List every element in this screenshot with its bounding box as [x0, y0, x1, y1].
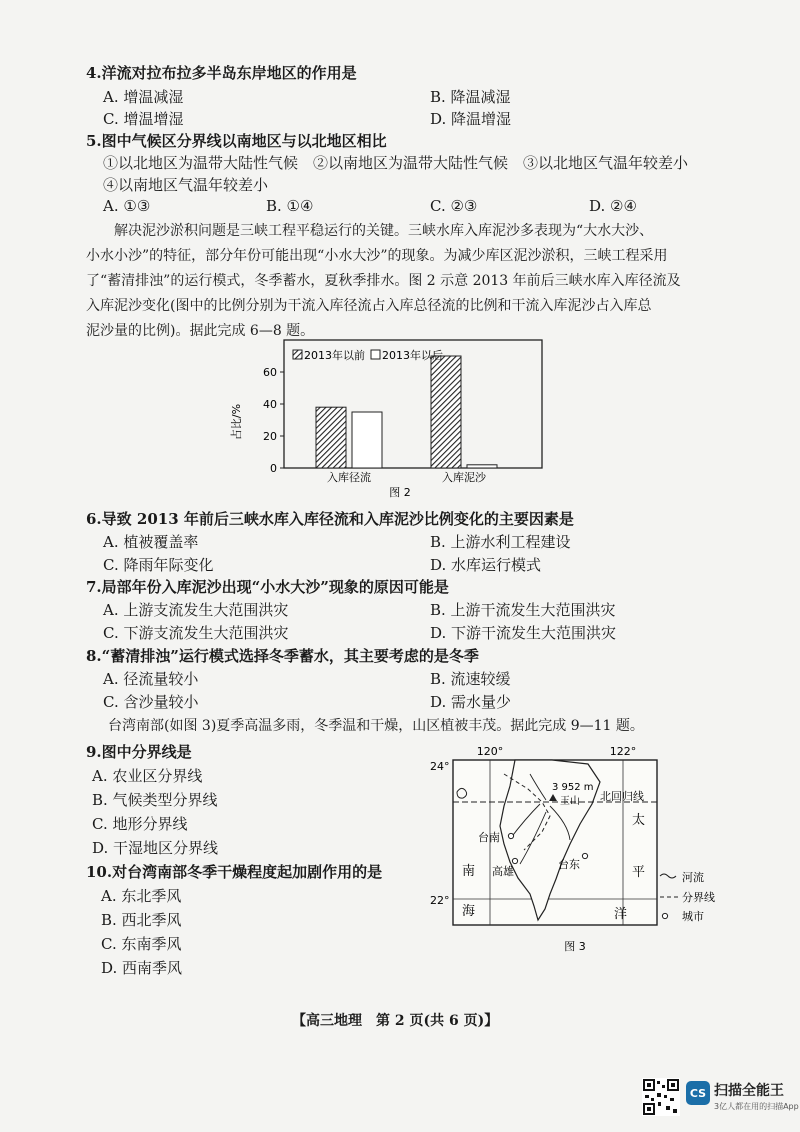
legend-label-after: 2013年以后 [382, 349, 443, 362]
q8-option-c: C. 含沙量较小 [103, 693, 199, 711]
legend-city-label: 城市 [682, 910, 704, 923]
q10-option-b: B. 西北季风 [101, 911, 182, 929]
legend-label-before: 2013年以前 [304, 349, 365, 362]
peak-elevation: 3 952 m [552, 782, 594, 793]
q6-option-b: B. 上游水利工程建设 [430, 533, 571, 551]
q7-option-a: A. 上游支流发生大范围洪灾 [103, 601, 289, 619]
q4-option-c: C. 增温增湿 [103, 110, 184, 128]
latitude-22: 22° [430, 894, 450, 907]
passage-sediment [86, 219, 726, 344]
tropic-label: 北回归线 [600, 790, 644, 803]
bar-before-2013-sediment [431, 356, 461, 468]
ocean-label-pacific: 洋 [614, 907, 628, 922]
q5-option-d: D. ②④ [589, 197, 637, 215]
passage-line: 解决泥沙淤积问题是三峡工程平稳运行的关键。三峡水库入库泥沙多表现为“大水大沙、 [86, 223, 654, 239]
figure-3-caption: 图 3 [564, 940, 586, 953]
q5-option-b: B. ①④ [266, 197, 314, 215]
legend-swatch-after [371, 350, 380, 359]
qr-code-icon [642, 1078, 680, 1116]
q5-statement-line2: ④以南地区气温年较差小 [103, 176, 269, 194]
q5-stem: 5.图中气候区分界线以南地区与以北地区相比 [86, 132, 387, 150]
q4-option-a: A. 增温减湿 [103, 88, 184, 106]
city-label-kaohsiung: 高雄 [492, 865, 514, 878]
city-dot-tainan [508, 833, 513, 838]
x-category-label: 入库泥沙 [442, 471, 486, 484]
q10-option-a: A. 东北季风 [101, 887, 182, 905]
city-dot-taitung [582, 853, 587, 858]
figure-caption: 图 2 [389, 486, 411, 499]
longitude-120: 120° [476, 745, 504, 758]
scanner-app-name: 扫描全能王 [714, 1083, 784, 1099]
q8-stem: 8.“蓄清排浊”运行模式选择冬季蓄水，其主要考虑的是冬季 [86, 647, 479, 665]
y-tick-label: 0 [270, 462, 277, 475]
q9-option-a: A. 农业区分界线 [92, 767, 203, 785]
figure-2-bar-chart [230, 334, 560, 504]
passage-line: 泥沙量的比例)。据此完成 6—8 题。 [86, 323, 315, 339]
q6-option-a: A. 植被覆盖率 [103, 533, 199, 551]
q7-stem: 7.局部年份入库泥沙出现“小水大沙”现象的原因可能是 [86, 578, 449, 596]
q4-option-d: D. 降温增湿 [430, 110, 512, 128]
legend-boundary-label: 分界线 [682, 891, 715, 904]
q7-option-d: D. 下游干流发生大范围洪灾 [430, 624, 617, 642]
page-footer: 【高三地理 第 2 页(共 6 页)】 [292, 1013, 499, 1029]
scanner-tagline: 3亿人都在用的扫描App [714, 1102, 799, 1111]
mountain-label: 玉山 [560, 796, 580, 807]
bar-before-2013-runoff [316, 407, 346, 468]
q10-option-c: C. 东南季风 [101, 935, 182, 953]
city-dot-kaohsiung [512, 858, 517, 863]
q6-stem: 6.导致 2013 年前后三峡水库入库径流和入库泥沙比例变化的主要因素是 [86, 510, 574, 528]
q5-option-a: A. ①③ [103, 197, 151, 215]
longitude-122: 122° [609, 745, 637, 758]
sea-label-south: 南 [462, 864, 476, 879]
legend-river-label: 河流 [682, 871, 704, 884]
sea-label-south: 海 [462, 904, 476, 919]
city-label-tainan: 台南 [478, 831, 500, 844]
figure-3-taiwan-map [420, 744, 740, 956]
q9-stem: 9.图中分界线是 [86, 743, 192, 761]
y-tick-label: 40 [263, 398, 277, 411]
q10-stem: 10.对台湾南部冬季干燥程度起加剧作用的是 [86, 863, 383, 881]
q4-stem: 4.洋流对拉布拉多半岛东岸地区的作用是 [86, 64, 357, 82]
passage-line: 入库泥沙变化(图中的比例分别为干流入库径流占入库总径流的比例和干流入库泥沙占入库总 [86, 298, 652, 314]
y-tick-label: 60 [263, 366, 277, 379]
legend-city-icon [662, 913, 667, 918]
passage-line: 小水小沙”的特征，部分年份可能出现“小水大沙”的现象。为减少库区泥沙淤积，三峡工程采用 [86, 248, 668, 264]
q7-option-b: B. 上游干流发生大范围洪灾 [430, 601, 616, 619]
passage-line: 了“蓄清排浊”的运行模式，冬季蓄水，夏秋季排水。图 2 示意 2013 年前后三峡水库入库径流及 [86, 273, 681, 289]
q5-statement-line1: ①以北地区为温带大陆性气候 ②以南地区为温带大陆性气候 ③以北地区气温年较差小 [103, 154, 689, 172]
q9-option-d: D. 干湿地区分界线 [92, 839, 219, 857]
latitude-24: 24° [430, 760, 450, 773]
ocean-label-pacific: 平 [632, 865, 646, 880]
y-axis-label: 占比/% [230, 403, 243, 441]
q4-option-b: B. 降温减湿 [430, 88, 511, 106]
q6-option-c: C. 降雨年际变化 [103, 556, 214, 574]
passage-taiwan: 台湾南部(如图 3)夏季高温多雨，冬季温和干燥，山区植被丰茂。据此完成 9—11 题。 [108, 718, 644, 734]
q9-option-c: C. 地形分界线 [92, 815, 188, 833]
city-label-taitung: 台东 [558, 858, 580, 871]
legend-river-icon [660, 874, 676, 878]
legend-swatch-before [293, 350, 302, 359]
q5-option-c: C. ②③ [430, 197, 478, 215]
q7-option-c: C. 下游支流发生大范围洪灾 [103, 624, 289, 642]
q8-option-b: B. 流速较缓 [430, 670, 511, 688]
q6-option-d: D. 水库运行模式 [430, 556, 542, 574]
scanner-logo-icon: CS [686, 1081, 710, 1105]
x-category-label: 入库径流 [327, 471, 371, 484]
q8-option-d: D. 需水量少 [430, 693, 512, 711]
q10-option-d: D. 西南季风 [101, 959, 183, 977]
q9-option-b: B. 气候类型分界线 [92, 791, 218, 809]
bar-after-2013-runoff [352, 412, 382, 468]
ocean-label-pacific: 太 [632, 813, 646, 828]
y-tick-label: 20 [263, 430, 277, 443]
bar-after-2013-sediment [467, 465, 497, 468]
q8-option-a: A. 径流量较小 [103, 670, 199, 688]
